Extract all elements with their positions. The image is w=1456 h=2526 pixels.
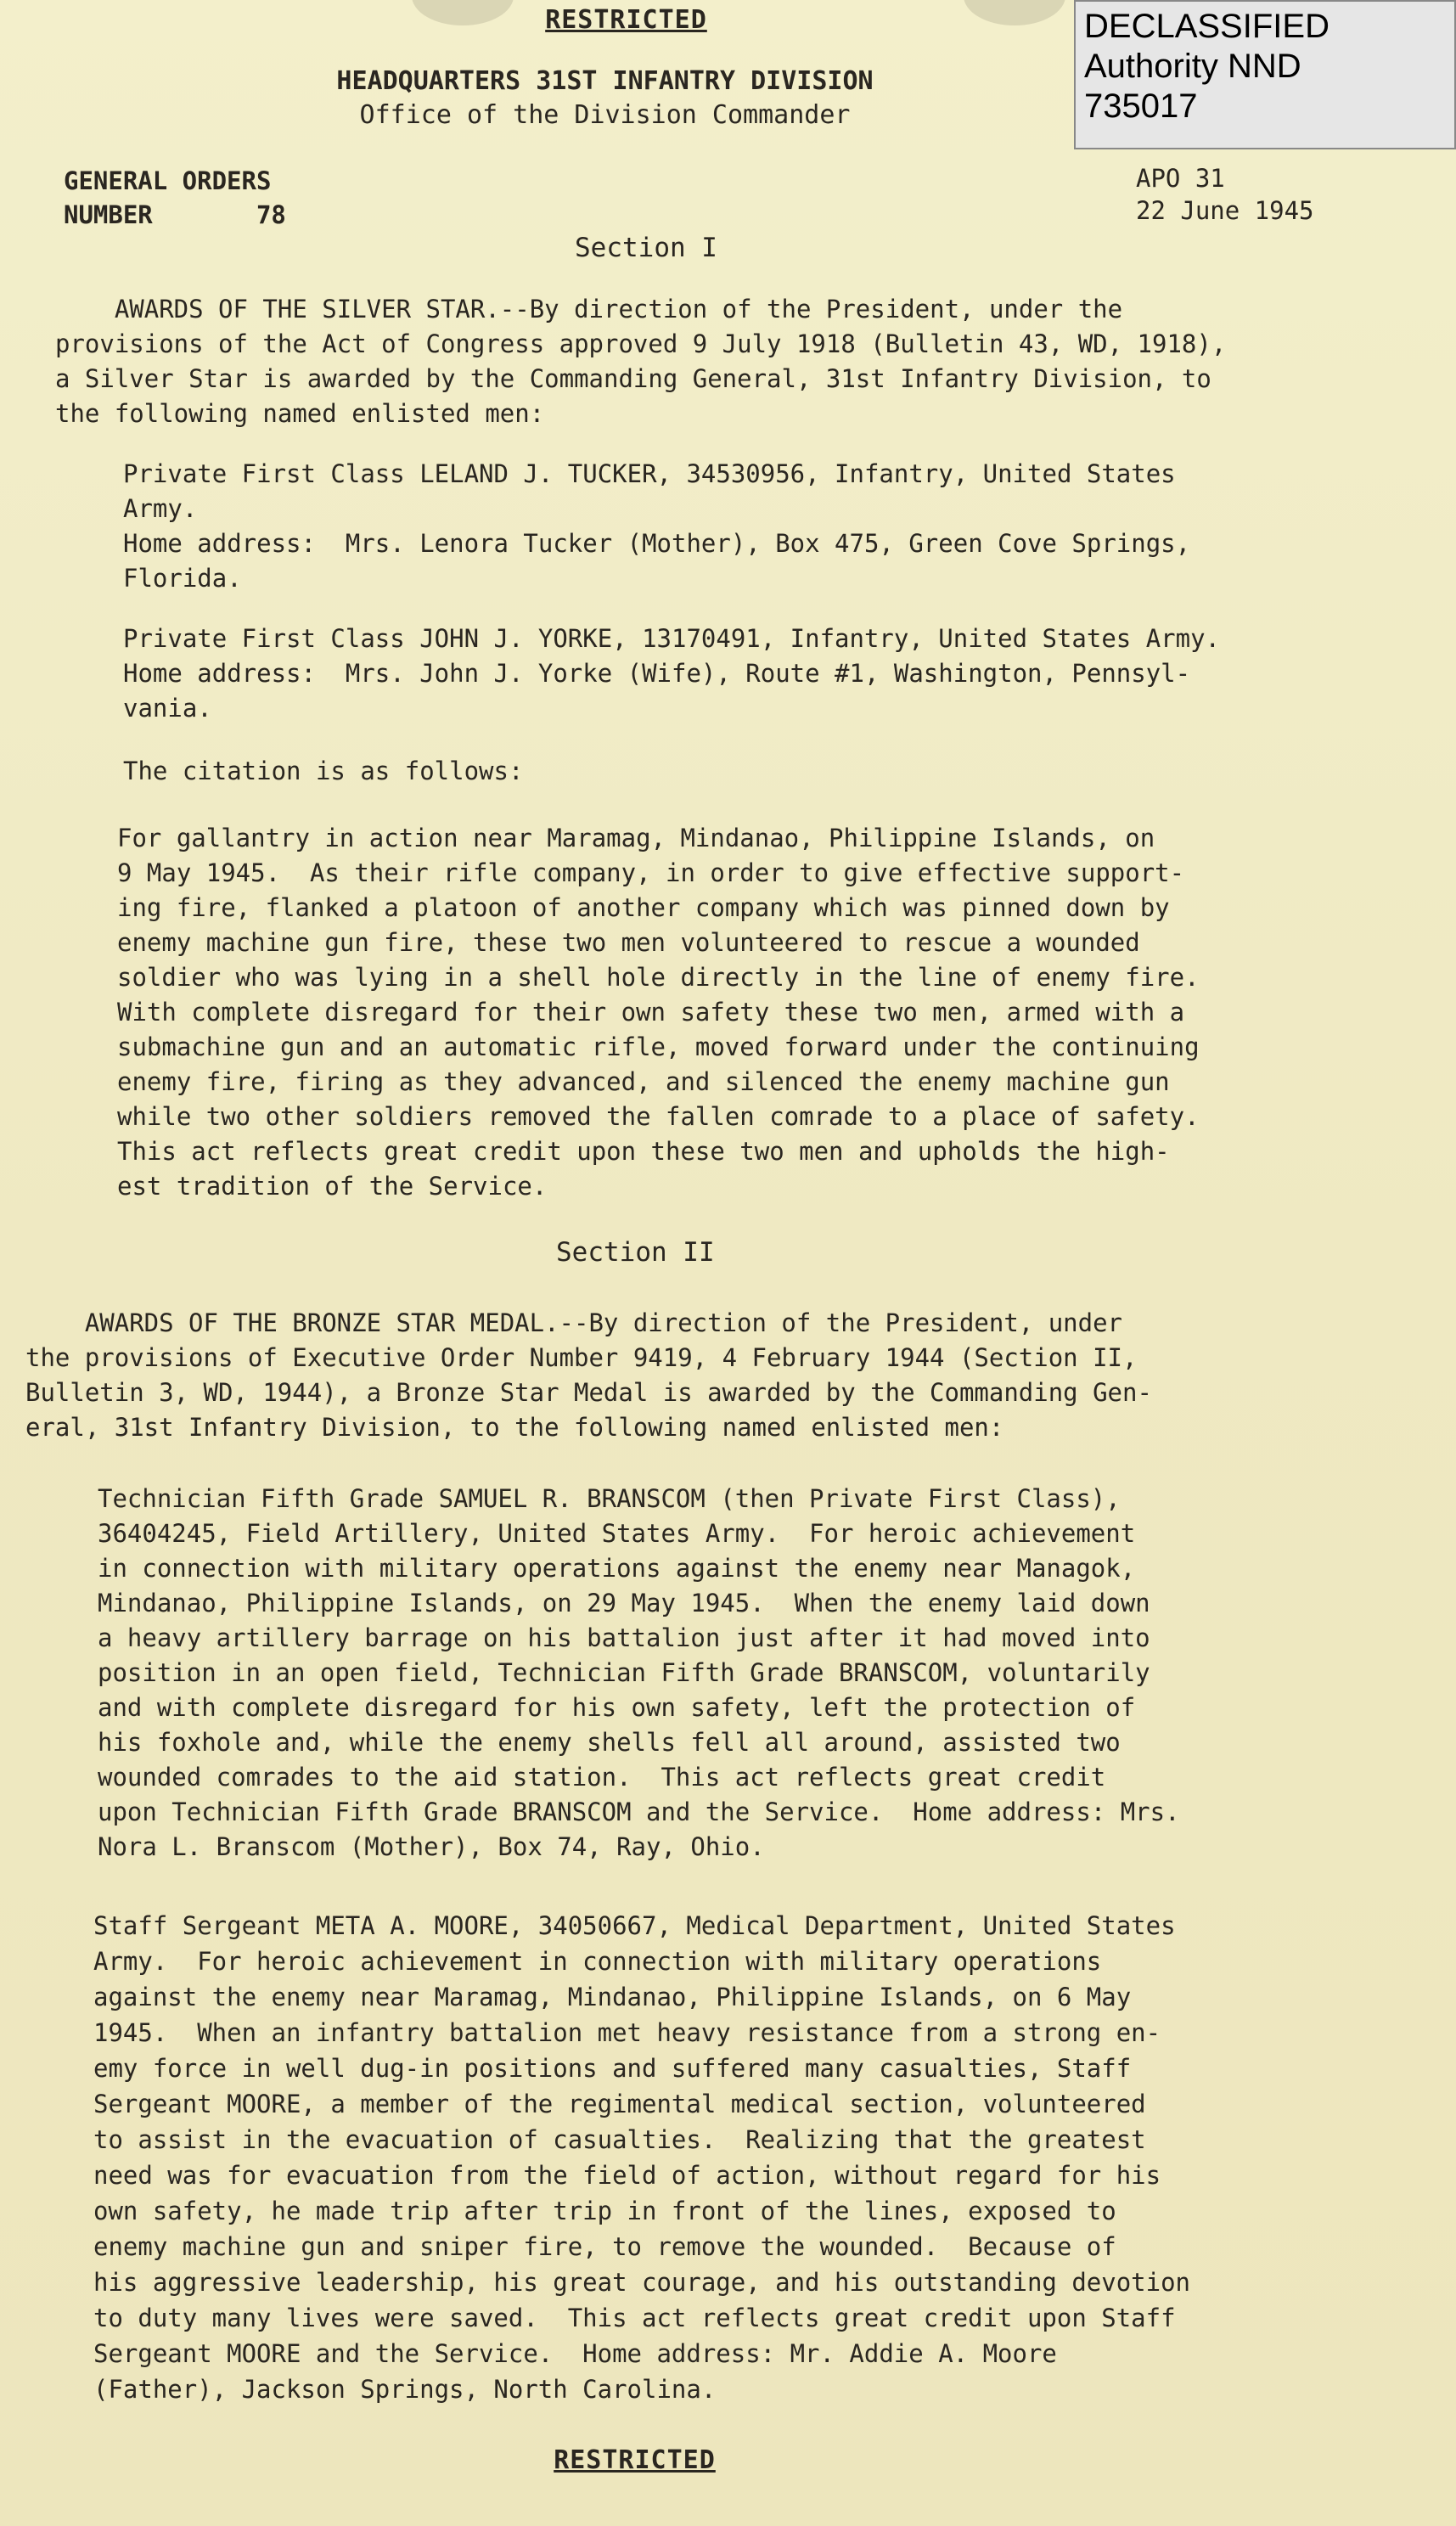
- section-1-heading: Section I: [575, 233, 717, 263]
- text-line: own safety, he made trip after trip in front of the lines, exposed to: [93, 2197, 1116, 2225]
- text-line: Army.: [123, 494, 198, 523]
- text-line: Army. For heroic achievement in connection with military operations: [93, 1947, 1102, 1976]
- general-orders-label: GENERAL ORDERS: [64, 166, 272, 195]
- text-line: Mindanao, Philippine Islands, on 29 May 1945. When the enemy laid down: [98, 1589, 1150, 1617]
- text-line: against the enemy near Maramag, Mindanao, Philippine Islands, on 6 May: [93, 1983, 1132, 2011]
- text-line: Bulletin 3, WD, 1944), a Bronze Star Medal is awarded by the Commanding Gen-: [25, 1378, 1152, 1407]
- text-line: This act reflects great credit upon these two men and upholds the high-: [117, 1137, 1170, 1166]
- text-line: est tradition of the Service.: [117, 1172, 548, 1201]
- text-line: enemy fire, firing as they advanced, and silenced the enemy machine gun: [117, 1067, 1170, 1096]
- text-line: 9 May 1945. As their rifle company, in order to give effective support-: [117, 858, 1185, 887]
- text-line: emy force in well dug-in positions and suffered many casualties, Staff: [93, 2054, 1132, 2083]
- text-line: wounded comrades to the aid station. This act reflects great credit: [98, 1763, 1106, 1792]
- apo-number: APO 31: [1136, 164, 1225, 193]
- text-line: in connection with military operations against the enemy near Managok,: [98, 1554, 1136, 1583]
- general-orders-number: NUMBER 78: [64, 200, 286, 229]
- text-line: Nora L. Branscom (Mother), Box 74, Ray, Ohio.: [98, 1832, 765, 1861]
- classification-top: RESTRICTED: [545, 5, 707, 35]
- text-line: to assist in the evacuation of casualties. Realizing that the greatest: [93, 2125, 1146, 2154]
- text-line: and with complete disregard for his own safety, left the protection of: [98, 1693, 1136, 1722]
- text-line: 36404245, Field Artillery, United States Army. For heroic achievement: [98, 1519, 1136, 1548]
- text-line: need was for evacuation from the field of action, without regard for his: [93, 2161, 1161, 2190]
- text-line: while two other soldiers removed the fallen comrade to a place of safety.: [117, 1102, 1200, 1131]
- text-line: Private First Class LELAND J. TUCKER, 34530956, Infantry, United States: [123, 459, 1176, 488]
- headquarters-title: HEADQUARTERS 31ST INFANTRY DIVISION: [336, 66, 874, 96]
- text-line: submachine gun and an automatic rifle, moved forward under the continuing: [117, 1032, 1200, 1061]
- text-line: With complete disregard for their own safety these two men, armed with a: [117, 998, 1185, 1027]
- citation-intro: The citation is as follows:: [123, 757, 524, 785]
- text-line: position in an open field, Technician Fifth Grade BRANSCOM, voluntarily: [98, 1658, 1150, 1687]
- stamp-line: 735017: [1084, 87, 1198, 125]
- text-line: 1945. When an infantry battalion met heavy resistance from a strong en-: [93, 2018, 1161, 2047]
- text-line: enemy machine gun and sniper fire, to remove the wounded. Because of: [93, 2232, 1116, 2261]
- text-line: eral, 31st Infantry Division, to the following named enlisted men:: [25, 1413, 1004, 1442]
- text-line: enemy machine gun fire, these two men volunteered to rescue a wounded: [117, 928, 1140, 957]
- stamp-line: Authority NND: [1084, 48, 1301, 85]
- text-line: the following named enlisted men:: [55, 399, 545, 428]
- text-line: his aggressive leadership, his great courage, and his outstanding devotion: [93, 2268, 1191, 2297]
- text-line: Home address: Mrs. John J. Yorke (Wife), Route #1, Washington, Pennsyl-: [123, 659, 1191, 688]
- text-line: provisions of the Act of Congress approved 9 July 1918 (Bulletin 43, WD, 1918),: [55, 329, 1227, 358]
- office-title: Office of the Division Commander: [359, 100, 851, 130]
- text-line: Sergeant MOORE, a member of the regimental medical section, volunteered: [93, 2090, 1146, 2118]
- classification-bottom: RESTRICTED: [554, 2445, 716, 2475]
- text-line: the provisions of Executive Order Number 9419, 4 February 1944 (Section II,: [25, 1343, 1138, 1372]
- text-line: to duty many lives were saved. This act reflects great credit upon Staff: [93, 2304, 1176, 2332]
- section-2-heading: Section II: [556, 1237, 715, 1268]
- text-line: AWARDS OF THE BRONZE STAR MEDAL.--By direction of the President, under: [25, 1308, 1123, 1337]
- text-line: a Silver Star is awarded by the Commanding General, 31st Infantry Division, to: [55, 364, 1211, 393]
- text-line: Sergeant MOORE and the Service. Home address: Mr. Addie A. Moore: [93, 2339, 1057, 2368]
- text-line: Home address: Mrs. Lenora Tucker (Mother), Box 475, Green Cove Springs,: [123, 529, 1191, 558]
- text-line: Technician Fifth Grade SAMUEL R. BRANSCOM (then Private First Class),: [98, 1484, 1121, 1513]
- text-line: upon Technician Fifth Grade BRANSCOM and the Service. Home address: Mrs.: [98, 1797, 1180, 1826]
- text-line: Private First Class JOHN J. YORKE, 13170491, Infantry, United States Army.: [123, 624, 1221, 653]
- stamp-line: DECLASSIFIED: [1084, 8, 1330, 45]
- text-line: (Father), Jackson Springs, North Carolina.: [93, 2375, 717, 2404]
- order-date: 22 June 1945: [1136, 196, 1314, 225]
- text-line: ing fire, flanked a platoon of another company which was pinned down by: [117, 893, 1170, 922]
- text-line: Staff Sergeant META A. MOORE, 34050667, Medical Department, United States: [93, 1911, 1176, 1940]
- text-line: a heavy artillery barrage on his battalion just after it had moved into: [98, 1623, 1150, 1652]
- text-line: vania.: [123, 694, 212, 723]
- text-line: his foxhole and, while the enemy shells fell all around, assisted two: [98, 1728, 1121, 1757]
- text-line: Florida.: [123, 564, 242, 593]
- text-line: AWARDS OF THE SILVER STAR.--By direction of the President, under the: [55, 295, 1123, 323]
- text-line: For gallantry in action near Maramag, Mindanao, Philippine Islands, on: [117, 824, 1155, 852]
- text-line: soldier who was lying in a shell hole directly in the line of enemy fire.: [117, 963, 1200, 992]
